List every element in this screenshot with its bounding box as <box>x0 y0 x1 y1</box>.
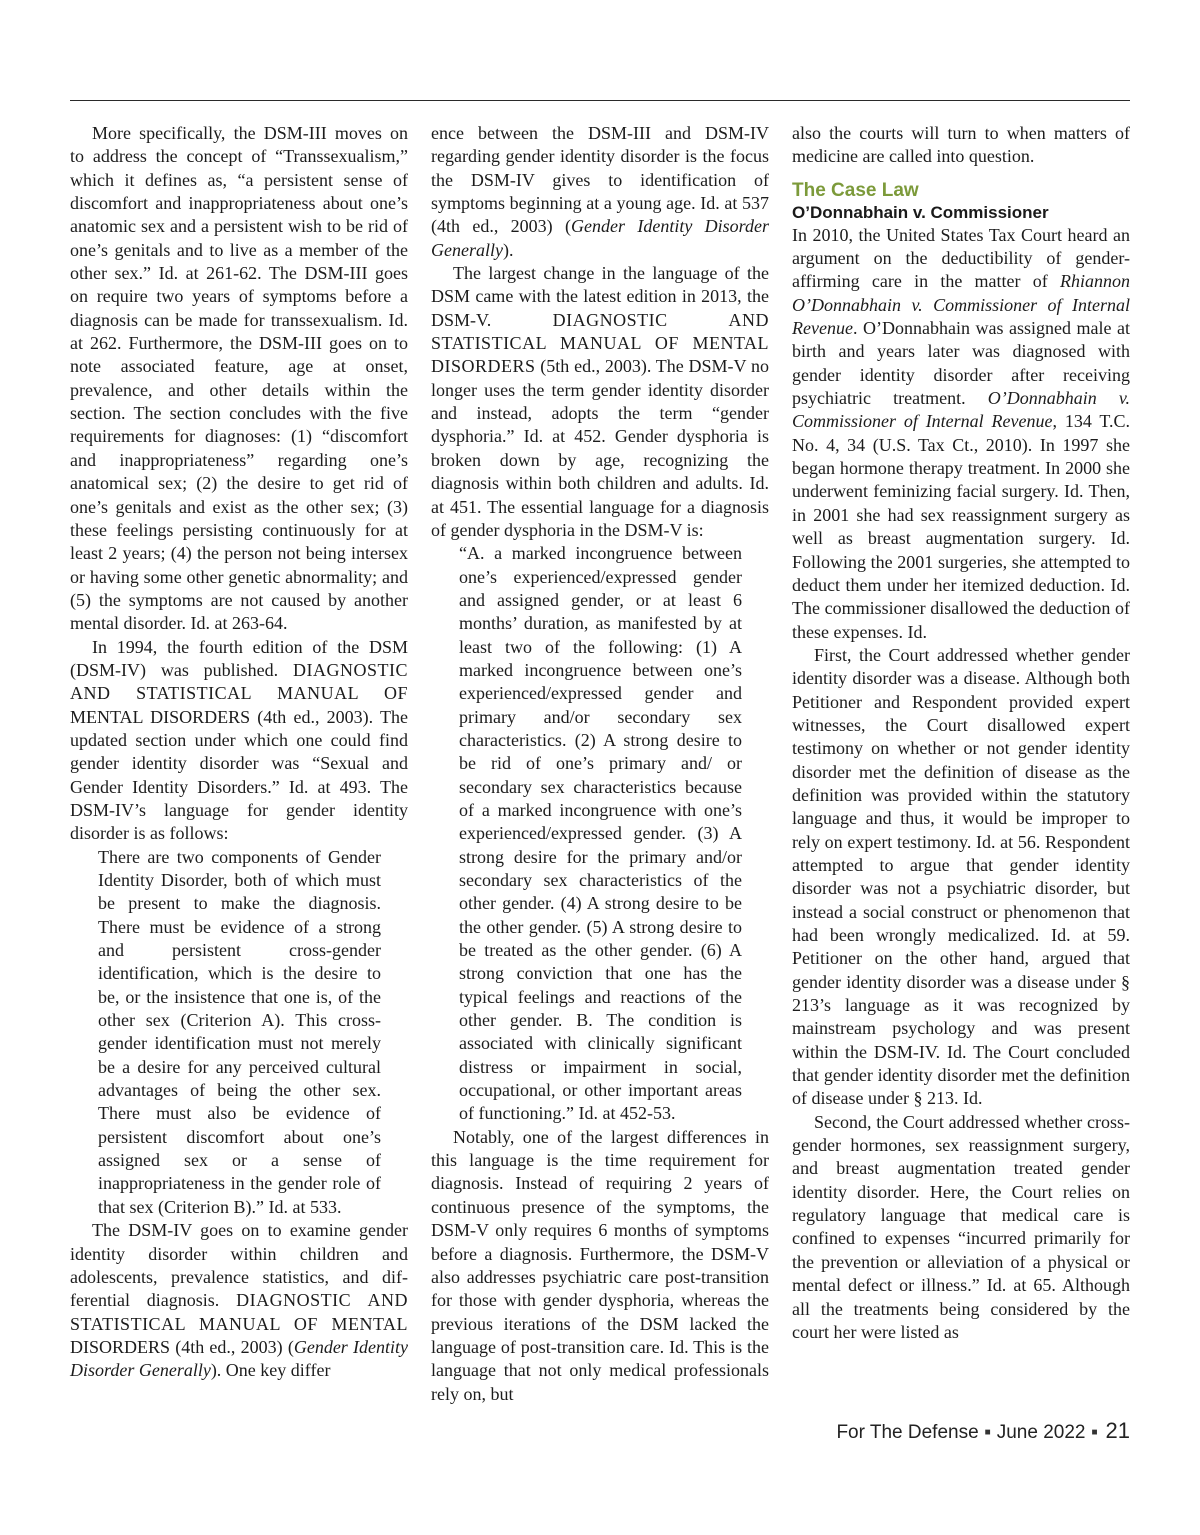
section-heading: The Case Law <box>792 179 919 201</box>
column-2 <box>431 122 769 1406</box>
text-run: The largest change in the language of the DSM came with the latest edition in 2013, the DSM-V. <box>431 263 769 330</box>
publication-name: For The Defense <box>836 1422 979 1443</box>
text-run: DISORDERS (4th ed., 2003) ( <box>70 1336 294 1357</box>
header-rule <box>70 100 1130 101</box>
title-smallcaps: DIAGNOSTIC AND STATISTICAL MANUAL OF MENTAL DISORDERS <box>431 309 769 377</box>
page-number: 21 <box>1105 1418 1130 1443</box>
paragraph: More specifically, the DSM-III moves on to address the concept of “Transsexualism,” which it defines as, “a persistent sense of discomfort and inappropriateness about one’s anatomic sex and a persistent wish to be rid of one’s genitals and to live as a member of the other sex.” Id. at 261-62. The DSM-III goes on require two years of symptoms before a diagnosis can be made for transsexualism. Id. at 262. Furthermore, the DSM-III goes on to note associated feature, age at onset, prevalence, and other details within the section. The section concludes with the five requirements for diagnoses: (1) “discomfort and inappropriateness” regarding one’s anatomical sex; (2) the desire to get rid of one’s genitals and exist as the other sex; (3) these feelings persisting continuously for at least 2 years; (4) the person not being intersex or having some other genetic abnormality; and (5) the symptoms are not caused by another mental disorder. Id. at 263-64. <box>70 123 408 634</box>
page-footer <box>836 1418 1130 1444</box>
italic-citation: O’Donnabhain v. Commissioner of Internal Revenue <box>792 388 1131 432</box>
italic-citation: Rhiannon O’Donnabhain v. Commissioner of Internal Revenue <box>792 271 1130 339</box>
paragraph <box>70 636 408 846</box>
text-run: MENTAL DISORDERS (4th ed., 2003). The updated section under which one could find gender identity disorder was “Sexual and Gender Identity Disorders.” Id. at 493. The DSM-IV’s language for gender identity disorder is as follows: <box>70 706 408 844</box>
title-smallcaps: DIAGNOSTIC AND STATISTICAL MANUAL OF <box>70 659 408 704</box>
paragraph <box>431 262 769 542</box>
paragraph <box>792 224 1130 644</box>
italic-citation: Gender Identity Disorder Generally <box>70 1336 408 1381</box>
paragraph <box>431 122 769 262</box>
paragraph: Second, the Court addressed whether cross-gender hormones, sex reassignment surgery, and breast augmentation treated gender identity disorder. Here, the Court relies on regulatory language that medical care is confined to expenses “incurred primarily for the prevention or alleviation of a physical or mental defect or illness.” Id. at 65. Although all the treatments being considered by the court her were listed as <box>792 1111 1130 1342</box>
text-run: ence between the DSM-III and DSM-IV regarding gender identity disorder is the focus the DSM-IV gives to identification of symptoms beginning at a young age. Id. at 537 (4th ed., 2003) ( <box>431 123 769 237</box>
block-quote: “A. a marked incongruence between one’s experienced/expressed gender and assigned gender, or at least 6 months’ duration, as manifested by at least two of the following: (1) A marked incongruence between one’s experienced/expressed gender and primary and/or secondary sex characteristics. (2) A strong desire to be rid of one’s primary and/ or secondary sex characteristics because of a marked incongruence with one’s experienced/expressed gender. (3) A strong desire for the primary and/or secondary sex characteristics of the other gender. (4) A strong desire to be the other gender. (5) A strong desire to be treated as the other gender. (6) A strong conviction that one has the typical feelings and reactions of the other gender. B. The condition is associated with clinically significant distress or impairment in social, occupational, or other important areas of functioning.” Id. at 452-53. <box>459 543 742 1124</box>
title-smallcaps: DIAGNOSTIC AND STATISTICAL MANUAL OF MENTAL <box>70 1290 408 1334</box>
text-run: In 2010, the United States Tax Court heard an argument on the deductibility of gender-affirming care in the matter of <box>792 224 1130 292</box>
paragraph: Notably, one of the largest differences in this language is the time requirement for diagnosis. Instead of requiring 2 years of continuous presence of the symptoms, the DSM-V only requires 6 months of symptoms before a diagnosis. Furthermore, the DSM-V also addresses psychiatric care post-transition for those with gender dysphoria, whereas the previous iterations of the DSM lacked the language of post-transition care. Id. This is the language that not only medical professionals rely on, but <box>431 1126 769 1404</box>
column-1 <box>70 122 408 1383</box>
text-run: , 134 T.C. No. 4, 34 (U.S. Tax Ct., 2010). In 1997 she began hormone therapy treatment. In 2000 she underwent feminizing facial surgery. Id. Then, in 2001 she had sex reassignment surgery as well as breast augmentation surgery. Id. Following the 2001 surgeries, she attempted to deduct them under her itemized deduction. Id. The commissioner disallowed the deduction of these expenses. Id. <box>792 411 1131 642</box>
text-run: The DSM-IV goes on to examine gender identity disorder within children and adolescents, prevalence statistics, and differential diagnosis. <box>70 1220 408 1311</box>
text-run: ). One key differ <box>210 1360 331 1381</box>
column-3 <box>792 122 1130 1344</box>
italic-citation: Gender Identity Disorder Generally <box>431 216 769 260</box>
text-run: . O’Donnabhain was assigned male at birth and years later was diagnosed with gender identity disorder after receiving psychiatric treatment. <box>792 318 1130 409</box>
text-run: In 1994, the fourth edition of the DSM (DSM-IV) was published. <box>70 636 408 680</box>
paragraph: First, the Court addressed whether gender identity disorder was a disease. Although both Petitioner and Respondent provided expert witnesses, the Court disallowed expert testimony on whether or not gender identity disorder met the definition of disease as the definition was provided within the statutory language and thus, it would be improper to rely on expert testimony. Id. at 56. Respondent attempted to argue that gender identity disorder was not a psychiatric disorder, but instead a social construct or phenomenon that had been wrongly medicalized. Id. at 59. Petitioner on the other hand, argued that gender identity disorder was a disease under § 213’s language as it was recognized by mainstream psychology and was present within the DSM-IV. Id. The Court concluded that gender identity disorder met the definition of disease under § 213. Id. <box>792 644 1130 1109</box>
separator-square: ■ <box>984 1427 991 1439</box>
text-run: ). <box>502 239 514 260</box>
block-quote: There are two components of Gender Identity Disorder, both of which must be present to make the diagnosis. There must be evidence of a strong and persistent cross-gender identification, which is the desire to be, or the insistence that one is, of the other sex (Criterion A). This cross-gender identification must not merely be a desire for any perceived cultural advantages of being the other sex. There must also be evidence of persistent discomfort about one’s assigned sex or a sense of inappropriateness in the gender role of that sex (Criterion B).” Id. at 533. <box>98 846 381 1217</box>
text-run: (5th ed., 2003). The DSM-V no longer uses the term gender identity disorder and instead, adopts the term “gender dysphoria.” Id. at 452. Gender dysphoria is broken down by age, recognizing the diagnosis within both children and adults. Id. at 451. The essential language for a diagnosis of gender dysphoria in the DSM-V is: <box>431 356 769 540</box>
case-subheading: O’Donnabhain v. Commissioner <box>792 202 1049 222</box>
issue-date: June 2022 <box>996 1422 1086 1443</box>
separator-square: ■ <box>1091 1427 1098 1439</box>
paragraph: also the courts will turn to when matters of medicine are called into question. <box>792 123 1130 167</box>
paragraph <box>70 1219 408 1382</box>
